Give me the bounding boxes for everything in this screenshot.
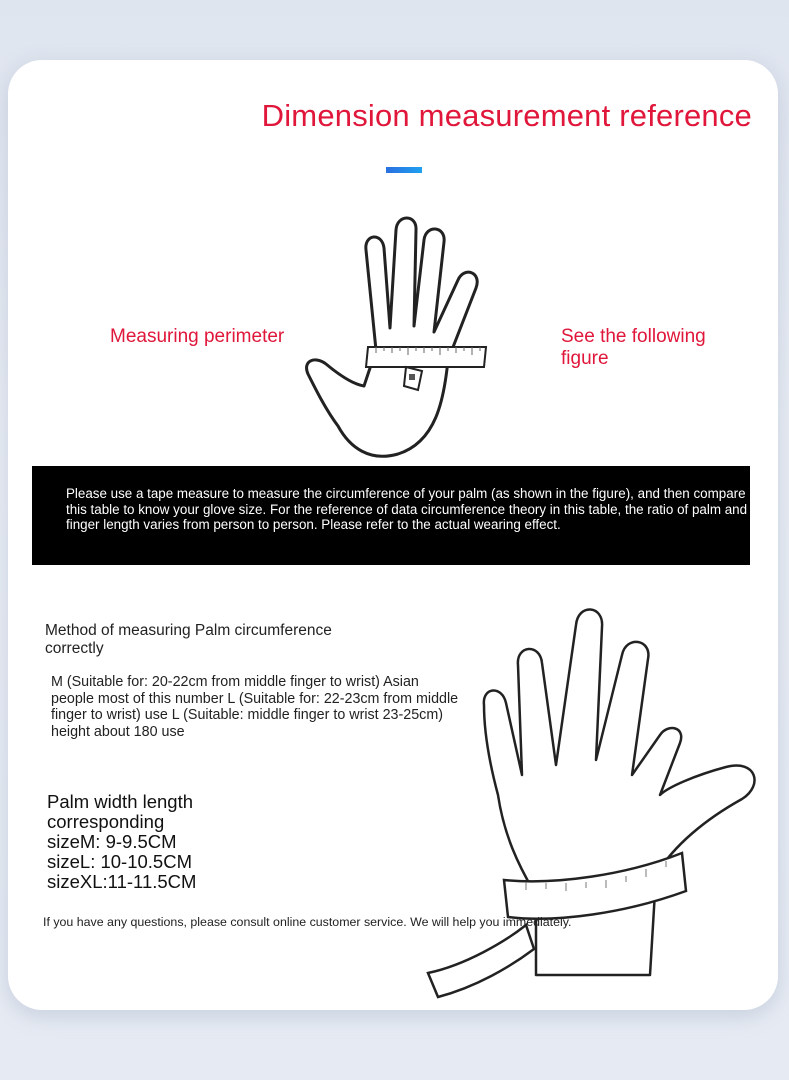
- footer-note: If you have any questions, please consult online customer service. We will help you immediately.: [43, 915, 572, 929]
- size-description: M (Suitable for: 20-22cm from middle finger to wrist) Asian people most of this number L (Suitable for: 22-23cm from middle finger to wrist) use L (Suitable: middle finger to wrist 23-25cm) height about 180 use: [51, 674, 459, 740]
- instruction-text: Please use a tape measure to measure the circumference of your palm (as shown in the figure), and then compare this table to know your glove size. For the reference of data circumference theory in this table, the ratio of palm and finger length varies from person to person. Please refer to the actual wearing effect.: [66, 486, 748, 532]
- method-heading: Method of measuring Palm circumference correctly: [45, 622, 332, 657]
- see-figure-label: See the following figure: [561, 326, 706, 369]
- palm-width-heading: Palm width length corresponding: [47, 791, 194, 832]
- size-m: sizeM: 9-9.5CM: [47, 831, 177, 852]
- page-title: Dimension measurement reference: [261, 98, 752, 133]
- product-card: [8, 60, 778, 1010]
- title-accent-bar: [386, 167, 422, 173]
- hand-wrap-illustration-icon: [406, 595, 778, 1010]
- hand-measure-illustration-icon: [298, 210, 498, 460]
- size-xl: sizeXL:11-11.5CM: [47, 871, 197, 892]
- instruction-banner: [32, 466, 750, 565]
- measuring-perimeter-label: Measuring perimeter: [110, 326, 285, 347]
- size-l: sizeL: 10-10.5CM: [47, 851, 192, 872]
- palm-size-list: [47, 832, 196, 892]
